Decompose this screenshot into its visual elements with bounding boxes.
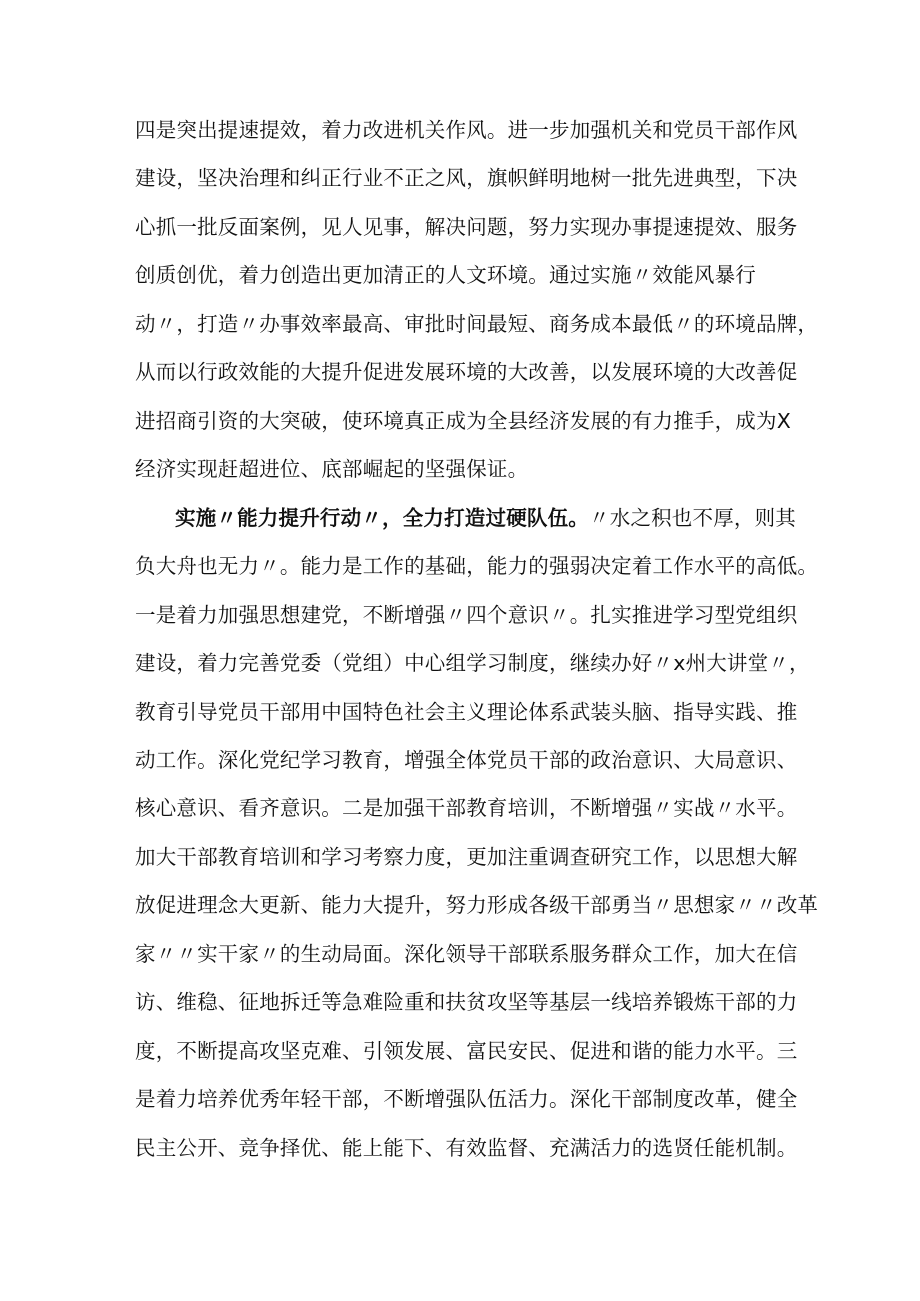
paragraph-2-line-2: 负大舟也无力〃。能力是工作的基础，能力的强弱决定着工作水平的高低。: [135, 554, 819, 578]
paragraph-1-line-7: 进招商引资的大突破，使环境真正成为全县经济发展的有力推手，成为X: [135, 409, 791, 433]
paragraph-2-line-10: 家〃〃实干家〃的生动局面。深化领导干部联系服务群众工作，加大在信: [135, 942, 798, 966]
paragraph-1-line-5: 动〃，打造〃办事效率最高、审批时间最短、商务成本最低〃的环境品牌，: [135, 312, 819, 336]
paragraph-2-line-5: 教育引导党员干部用中国特色社会主义理论体系武装头脑、指导实践、推: [135, 700, 798, 724]
paragraph-2-line-8: 加大干部教育培训和学习考察力度，更加注重调查研究工作，以思想大解: [135, 845, 798, 869]
paragraph-2-line-3: 一是着力加强思想建党，不断增强〃四个意识〃。扎实推进学习型党组织: [135, 603, 798, 627]
paragraph-1-line-3: 心抓一批反面案例，见人见事，解决问题，努力实现办事提速提效、服务: [135, 215, 798, 239]
paragraph-2-line-13: 是着力培养优秀年轻干部，不断增强队伍活力。深化干部制度改革，健全: [135, 1087, 798, 1111]
paragraph-1-line-2: 建设，坚决治理和纠正行业不正之风，旗帜鲜明地树一批先进典型，下决: [135, 166, 798, 190]
paragraph-2-line-11: 访、维稳、征地拆迁等急难险重和扶贫攻坚等基层一线培养锻炼干部的力: [135, 990, 798, 1014]
paragraph-1-line-4: 创质创优，着力创造出更加清正的人文环境。通过实施〃效能风暴行: [135, 263, 756, 287]
paragraph-2-line-9: 放促进理念大更新、能力大提升，努力形成各级干部勇当〃思想家〃〃改革: [135, 893, 819, 917]
paragraph-1-line-1: 四是突出提速提效，着力改进机关作风。进一步加强机关和党员干部作风: [135, 118, 798, 142]
paragraph-2-heading: 实施〃能力提升行动〃，全力打造过硬队伍。: [175, 506, 589, 530]
paragraph-2-line-1: [175, 498, 796, 538]
paragraph-2-line-7: 核心意识、看齐意识。二是加强干部教育培训，不断增强〃实战〃水平。: [135, 796, 798, 820]
paragraph-2-line-14: 民主公开、竞争择优、能上能下、有效监督、充满活力的选贤任能机制。: [135, 1136, 798, 1160]
paragraph-2-line-12: 度，不断提高攻坚克难、引领发展、富民安民、促进和谐的能力水平。三: [135, 1039, 798, 1063]
paragraph-2-line-1-rest: 〃水之积也不厚，则其: [589, 506, 796, 530]
paragraph-1-line-8: 经济实现赶超进位、底部崛起的坚强保证。: [135, 457, 529, 481]
paragraph-2-line-6: 动工作。深化党纪学习教育，增强全体党员干部的政治意识、大局意识、: [135, 748, 798, 772]
paragraph-1-line-6: 从而以行政效能的大提升促进发展环境的大改善，以发展环境的大改善促: [135, 360, 798, 384]
paragraph-2-line-4: 建设，着力完善党委（党组）中心组学习制度，继续办好〃x州大讲堂〃，: [135, 651, 810, 675]
